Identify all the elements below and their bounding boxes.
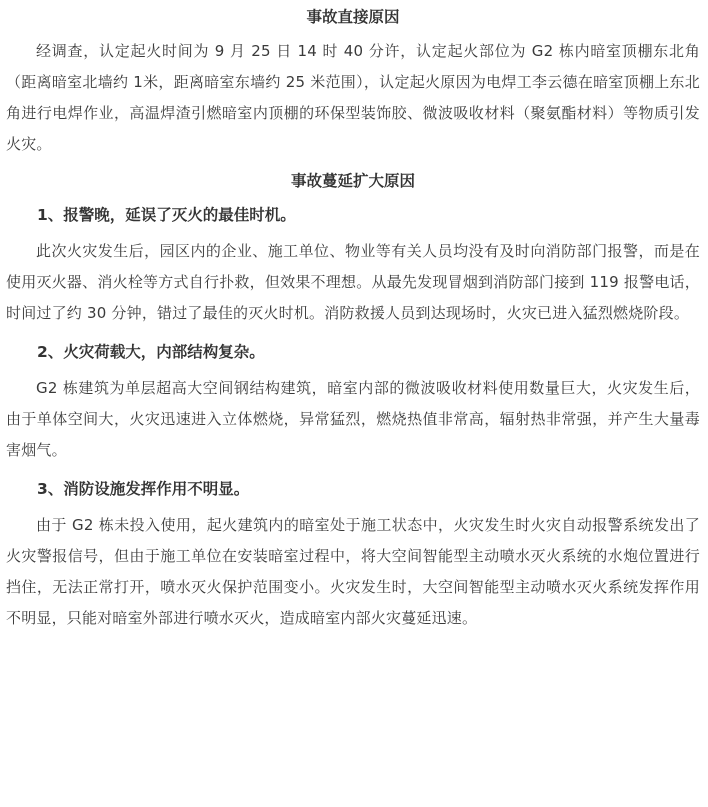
subheading-fire-facilities: 3、消防设施发挥作用不明显。 <box>37 480 250 498</box>
subheading-fire-load: 2、火灾荷载大，内部结构复杂。 <box>37 343 265 361</box>
paragraph-fire-load: G2 栋建筑为单层超高大空间钢结构建筑，暗室内部的微波吸收材料使用数量巨大，火灾发生后，由于单体空间大，火灾迅速进入立体燃烧，异常猛烈，燃烧热值非常高，辐射热非常强，并产生大量毒害烟气。 <box>6 379 700 459</box>
subheading-late-alarm: 1、报警晚，延误了灭火的最佳时机。 <box>37 206 296 224</box>
paragraph-direct-cause: 经调查，认定起火时间为 9 月 25 日 14 时 40 分许，认定起火部位为 G2 栋内暗室顶棚东北角（距离暗室北墙约 1米，距离暗室东墙约 25 米范围），认定起火原因为电焊工李云德在暗室顶棚上东北角进行电焊作业，高温焊渣引燃暗室内顶棚的环保型装饰胶、微波吸收材料（聚氨酯材料）等物质引发火灾。 <box>6 42 700 153</box>
paragraph-late-alarm: 此次火灾发生后，园区内的企业、施工单位、物业等有关人员均没有及时向消防部门报警，而是在使用灭火器、消火栓等方式自行扑救，但效果不理想。从最先发现冒烟到消防部门接到 119 报警电话，时间过了约 30 分钟，错过了最佳的灭火时机。消防救援人员到达现场时，火灾已进入猛烈燃烧阶段。 <box>6 242 700 322</box>
section-title-spread-cause: 事故蔓延扩大原因 <box>290 172 415 190</box>
section-title-direct-cause: 事故直接原因 <box>306 8 400 26</box>
paragraph-fire-facilities: 由于 G2 栋未投入使用，起火建筑内的暗室处于施工状态中，火灾发生时火灾自动报警系统发出了火灾警报信号，但由于施工单位在安装暗室过程中，将大空间智能型主动喷水灭火系统的水炮位置进行挡住，无法正常打开，喷水灭火保护范围变小。火灾发生时，大空间智能型主动喷水灭火系统发挥作用不明显，只能对暗室外部进行喷水灭火，造成暗室内部火灾蔓延迅速。 <box>6 516 700 627</box>
